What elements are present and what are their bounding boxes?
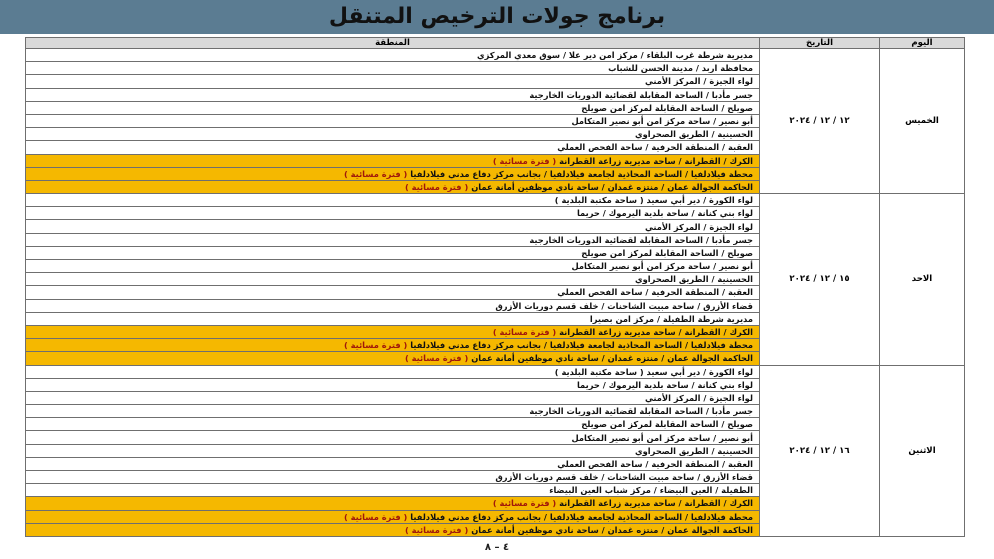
location-cell-evening	[26, 154, 760, 167]
location-cell	[26, 405, 760, 418]
location-text: مديرية شرطة غرب البلقاء / مركز امن دير علا / سوق معدي المركزي	[477, 50, 753, 61]
evening-period-tag: ( فترة مسائية )	[404, 181, 469, 192]
table-header-row	[26, 38, 965, 49]
location-cell	[26, 246, 760, 259]
location-cell-evening	[26, 180, 760, 193]
evening-period-tag: ( فترة مسائية )	[492, 155, 557, 166]
location-text: الطفيلة / العين البيضاء / مركز شباب العين البيضاء	[549, 485, 753, 496]
location-cell	[26, 207, 760, 220]
location-text: لواء الجيزة / المركز الأمني	[645, 392, 753, 403]
location-cell-evening	[26, 167, 760, 180]
table-row	[26, 49, 965, 62]
evening-period-tag: ( فترة مسائية )	[343, 168, 408, 179]
location-cell	[26, 418, 760, 431]
location-cell	[26, 431, 760, 444]
location-cell	[26, 220, 760, 233]
location-cell	[26, 471, 760, 484]
location-text: الحاكمة الجوالة عمان / منتزه غمدان / ساحة نادي موظفين أمانة عمان	[471, 181, 753, 192]
day-cell: الاحد	[880, 194, 965, 365]
evening-period-tag: ( فترة مسائية )	[492, 327, 557, 338]
location-cell	[26, 457, 760, 470]
location-text: لواء الجيزة / المركز الأمني	[645, 76, 753, 87]
location-text: محافظة اربد / مدينة الحسن للشباب	[608, 63, 753, 74]
schedule-body	[26, 49, 965, 537]
location-cell	[26, 365, 760, 378]
column-header-day: اليوم	[880, 38, 965, 49]
location-text: جسر مأدبا / الساحة المقابلة لقضائية الدوريات الخارجية	[529, 234, 753, 245]
location-text: محطة فيلادلفيا / الساحة المحاذية لجامعة فيلادلفيا / بجانب مركز دفاع مدني فيلادلفيا	[410, 168, 753, 179]
day-cell: الاثنين	[880, 365, 965, 537]
evening-period-tag: ( فترة مسائية )	[343, 340, 408, 351]
location-cell	[26, 233, 760, 246]
evening-period-tag: ( فترة مسائية )	[404, 353, 469, 364]
location-cell-evening	[26, 325, 760, 338]
location-cell	[26, 484, 760, 497]
column-header-date: التاريخ	[760, 38, 880, 49]
location-text: صويلح / الساحة المقابلة لمركز امن صويلح	[581, 419, 753, 430]
location-cell	[26, 62, 760, 75]
page-number: ٤ – ٨	[484, 542, 510, 553]
location-text: الحاكمة الجوالة عمان / منتزه غمدان / ساحة نادي موظفين أمانة عمان	[471, 524, 753, 535]
location-text: الكرك / القطرانة / ساحة مديرية زراعة القطرانة	[559, 155, 753, 166]
table-row	[26, 365, 965, 378]
location-cell	[26, 194, 760, 207]
location-cell-evening	[26, 339, 760, 352]
location-text: لواء الجيزة / المركز الأمني	[645, 221, 753, 232]
location-cell	[26, 273, 760, 286]
location-text: مديرية شرطة الطفيلة / مركز امن بصيرا	[589, 313, 753, 324]
location-text: جسر مأدبا / الساحة المقابلة لقضائية الدوريات الخارجية	[529, 89, 753, 100]
location-cell-evening	[26, 497, 760, 510]
location-cell	[26, 141, 760, 154]
page-title: برنامج جولات الترخيص المتنقل	[328, 4, 666, 29]
location-text: الكرك / القطرانة / ساحة مديرية زراعة القطرانة	[559, 327, 753, 338]
evening-period-tag: ( فترة مسائية )	[343, 511, 408, 522]
table-row	[26, 194, 965, 207]
evening-period-tag: ( فترة مسائية )	[492, 498, 557, 509]
location-text: لواء بني كنانة / ساحة بلدية اليرموك / حريما	[576, 379, 753, 390]
location-text: صويلح / الساحة المقابلة لمركز امن صويلح	[581, 247, 753, 258]
location-cell-evening	[26, 523, 760, 536]
location-text: لواء الكورة / دير أبي سعيد ( ساحة مكتبة البلدية )	[554, 195, 753, 206]
location-cell-evening	[26, 510, 760, 523]
location-text: الحسينية / الطريق الصحراوي	[635, 445, 753, 456]
location-text: أبو نصير / ساحة مركز امن أبو نصير المتكامل	[571, 432, 753, 443]
location-cell	[26, 260, 760, 273]
location-cell	[26, 378, 760, 391]
location-text: لواء بني كنانة / ساحة بلدية اليرموك / حريما	[576, 208, 753, 219]
day-cell: الخميس	[880, 49, 965, 194]
date-cell: ١٢ / ١٢ / ٢٠٢٤	[760, 49, 880, 194]
location-text: محطة فيلادلفيا / الساحة المحاذية لجامعة فيلادلفيا / بجانب مركز دفاع مدني فيلادلفيا	[410, 340, 753, 351]
location-text: قضاء الأزرق / ساحة مبيت الشاحنات / خلف قسم دوريات الأزرق	[495, 472, 753, 483]
location-text: الكرك / القطرانة / ساحة مديرية زراعة القطرانة	[559, 498, 753, 509]
location-text: العقبة / المنطقة الحرفية / ساحة الفحص العملي	[557, 287, 753, 298]
column-header-area: المنطقة	[26, 38, 760, 49]
location-cell	[26, 128, 760, 141]
location-text: قضاء الأزرق / ساحة مبيت الشاحنات / خلف قسم دوريات الأزرق	[495, 300, 753, 311]
location-text: جسر مأدبا / الساحة المقابلة لقضائية الدوريات الخارجية	[529, 406, 753, 417]
location-text: أبو نصير / ساحة مركز امن أبو نصير المتكامل	[571, 116, 753, 127]
date-cell: ١٦ / ١٢ / ٢٠٢٤	[760, 365, 880, 537]
location-cell	[26, 75, 760, 88]
location-text: أبو نصير / ساحة مركز امن أبو نصير المتكامل	[571, 261, 753, 272]
location-cell	[26, 444, 760, 457]
schedule-table	[25, 37, 965, 537]
location-cell	[26, 114, 760, 127]
location-cell	[26, 49, 760, 62]
location-text: الحسينية / الطريق الصحراوي	[635, 274, 753, 285]
location-cell	[26, 391, 760, 404]
location-text: صويلح / الساحة المقابلة لمركز امن صويلح	[581, 102, 753, 113]
location-cell	[26, 286, 760, 299]
location-text: محطة فيلادلفيا / الساحة المحاذية لجامعة فيلادلفيا / بجانب مركز دفاع مدني فيلادلفيا	[410, 511, 753, 522]
location-cell	[26, 88, 760, 101]
location-cell-evening	[26, 352, 760, 365]
location-cell	[26, 299, 760, 312]
location-text: الحاكمة الجوالة عمان / منتزه غمدان / ساحة نادي موظفين أمانة عمان	[471, 353, 753, 364]
date-cell: ١٥ / ١٢ / ٢٠٢٤	[760, 194, 880, 365]
location-text: العقبة / المنطقة الحرفية / ساحة الفحص العملي	[557, 142, 753, 153]
location-cell	[26, 312, 760, 325]
location-cell	[26, 101, 760, 114]
location-text: لواء الكورة / دير أبي سعيد ( ساحة مكتبة البلدية )	[554, 366, 753, 377]
evening-period-tag: ( فترة مسائية )	[404, 524, 469, 535]
location-text: الحسينية / الطريق الصحراوي	[635, 129, 753, 140]
location-text: العقبة / المنطقة الحرفية / ساحة الفحص العملي	[557, 458, 753, 469]
